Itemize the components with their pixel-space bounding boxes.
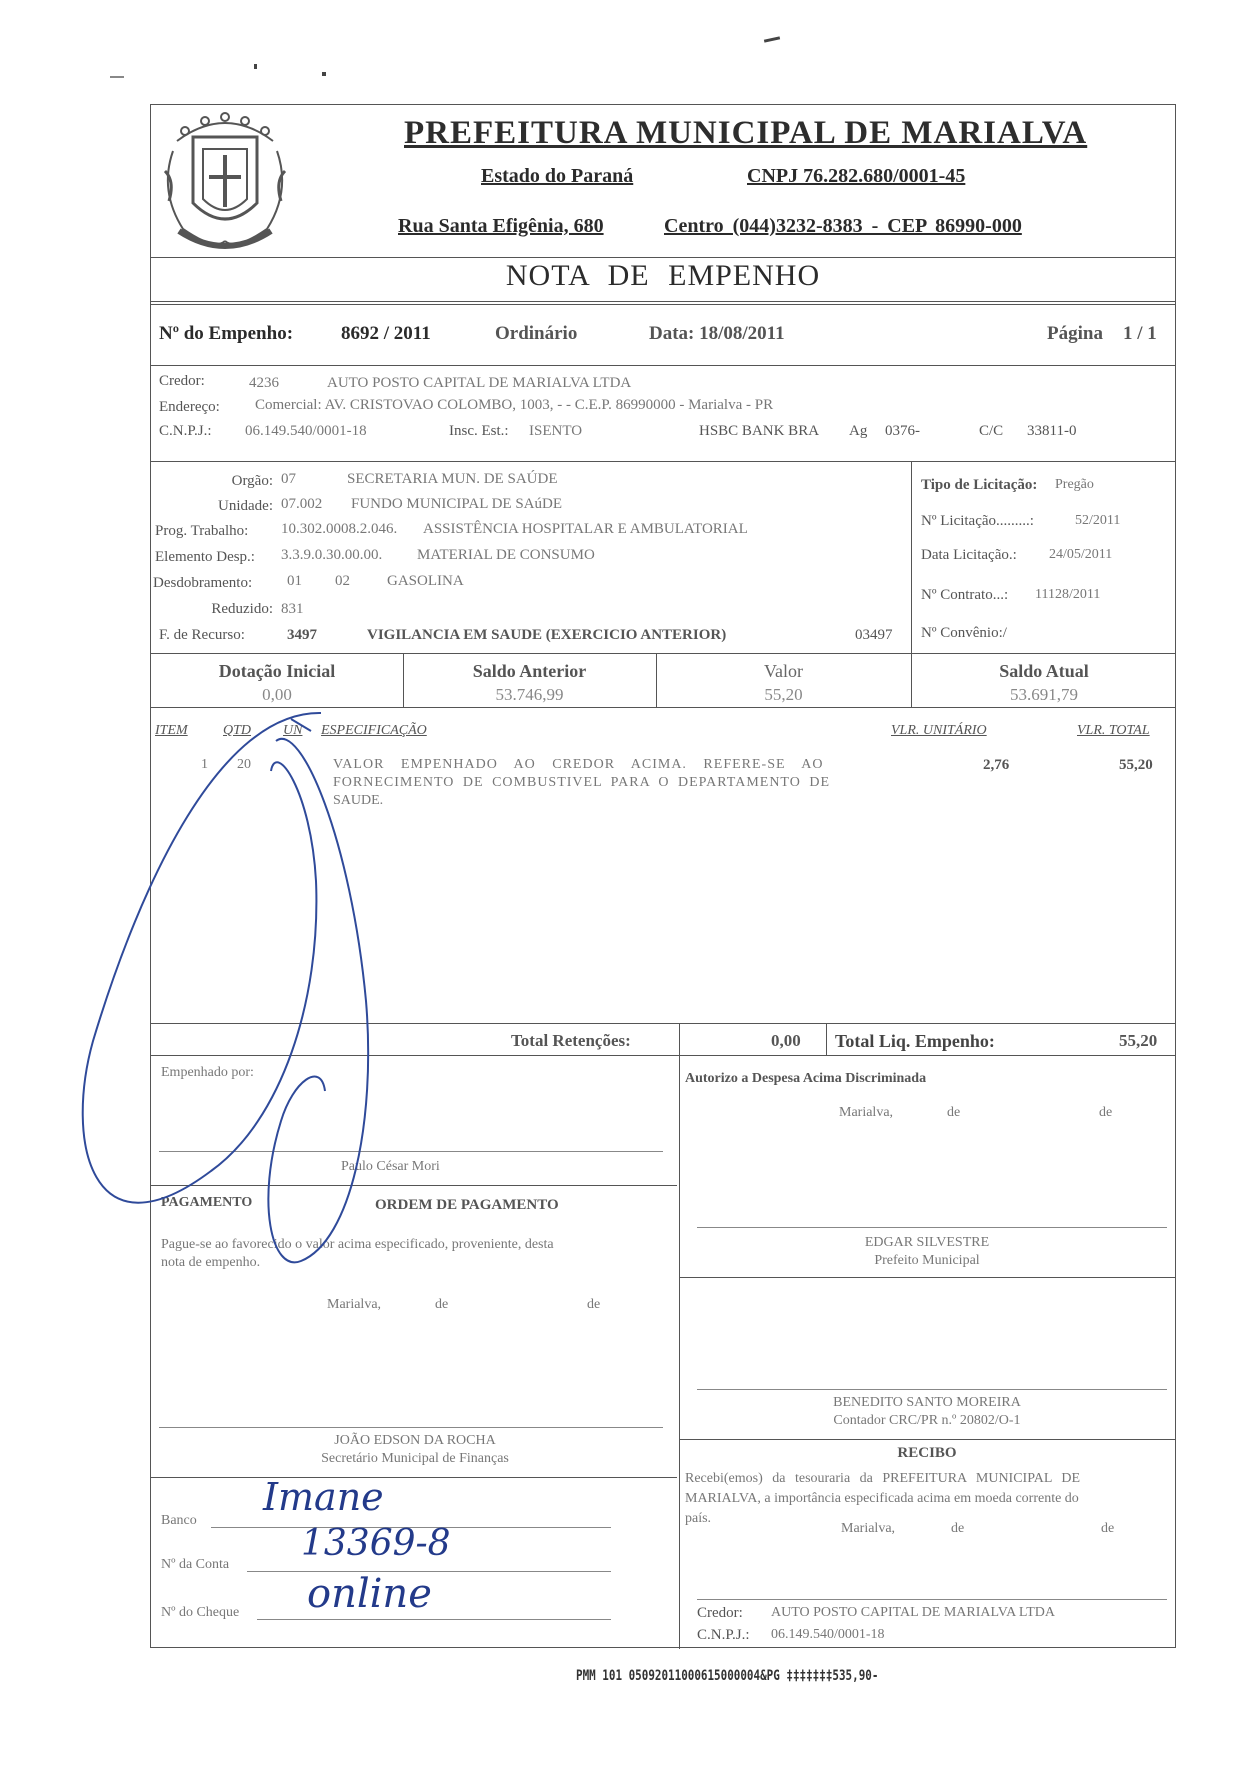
credor-address: Comercial: AV. CRISTOVAO COLOMBO, 1003, - - C.E.P. 86990000 - Marialva - PR xyxy=(255,397,774,413)
recibo-de2: de xyxy=(1101,1521,1115,1536)
convenio-label: Nº Convênio:/ xyxy=(921,625,1007,641)
recibo-place: Marialva, xyxy=(841,1521,896,1536)
unidade-label: Unidade: xyxy=(218,498,273,514)
credor-bank: HSBC BANK BRA xyxy=(699,423,820,439)
recurso-code: 3497 xyxy=(287,627,317,643)
reduzido-label: Reduzido: xyxy=(211,601,273,617)
pagamento-de2: de xyxy=(587,1297,601,1312)
col-qtd: QTD xyxy=(223,723,252,738)
total-liq-value: 55,20 xyxy=(1119,1031,1158,1050)
recibo-line3: país. xyxy=(685,1511,712,1526)
empenhado-label: Empenhado por: xyxy=(161,1065,254,1080)
dotacao-inicial-value: 0,00 xyxy=(262,685,292,704)
autorizo-de1: de xyxy=(947,1105,961,1120)
page-number: 1 / 1 xyxy=(1123,323,1157,344)
recurso-number: 03497 xyxy=(855,627,893,643)
pagamento-signer-role: Secretário Municipal de Finanças xyxy=(321,1451,509,1466)
cheque-line xyxy=(257,1619,611,1620)
prog-label: Prog. Trabalho: xyxy=(155,523,249,539)
licitacao-num-label: Nº Licitação.........: xyxy=(921,513,1034,529)
licitacao-data: 24/05/2011 xyxy=(1049,547,1113,562)
pagamento-text-line1: Pague-se ao favorecido o valor acima especificado, proveniente, desta xyxy=(161,1237,554,1252)
banco-handwritten: Imane xyxy=(263,1475,384,1519)
unidade-name: FUNDO MUNICIPAL DE SAúDE xyxy=(351,496,562,512)
municipality-cnpj: CNPJ 76.282.680/0001-45 xyxy=(747,165,966,187)
autorizo-place: Marialva, xyxy=(839,1105,894,1120)
coat-of-arms-icon xyxy=(155,111,295,257)
scan-speck xyxy=(322,72,326,76)
recibo-cnpj-label: C.N.P.J.: xyxy=(697,1627,750,1643)
empenho-date: Data: 18/08/2011 xyxy=(649,323,785,344)
nota-de-empenho-form xyxy=(150,104,1176,1648)
contrato-value: 11128/2011 xyxy=(1035,587,1101,602)
pagamento-text-line2: nota de empenho. xyxy=(161,1255,261,1270)
licitacao-tipo-label: Tipo de Licitação: xyxy=(921,477,1038,493)
desdobramento-name: GASOLINA xyxy=(387,573,464,589)
recibo-de1: de xyxy=(951,1521,965,1536)
municipality-title: PREFEITURA MUNICIPAL DE MARIALVA xyxy=(404,115,1088,151)
conta-handwritten: 13369-8 xyxy=(301,1523,451,1564)
contador-name: BENEDITO SANTO MOREIRA xyxy=(833,1395,1021,1410)
item-vlr-unitario: 2,76 xyxy=(983,757,1010,773)
scan-speck xyxy=(110,76,124,78)
credor-name: AUTO POSTO CAPITAL DE MARIALVA LTDA xyxy=(327,375,632,391)
pagamento-place: Marialva, xyxy=(327,1297,382,1312)
prefeito-name: EDGAR SILVESTRE xyxy=(864,1235,990,1250)
saldo-anterior-value: 53.746,99 xyxy=(495,685,564,704)
autorizo-label: Autorizo a Despesa Acima Discriminada xyxy=(685,1071,927,1086)
recibo-title: RECIBO xyxy=(897,1445,957,1461)
prefeito-role: Prefeito Municipal xyxy=(874,1253,980,1268)
credor-code: 4236 xyxy=(249,375,279,391)
municipality-address: Rua Santa Efigênia, 680 xyxy=(398,215,604,237)
pagamento-label: PAGAMENTO xyxy=(161,1195,253,1210)
dotacao-inicial-label: Dotação Inicial xyxy=(218,661,336,681)
orgao-code: 07 xyxy=(281,471,296,487)
item-vlr-total: 55,20 xyxy=(1119,757,1153,773)
valor-label: Valor xyxy=(764,661,803,681)
recurso-name: VIGILANCIA EM SAUDE (EXERCICIO ANTERIOR) xyxy=(367,627,727,643)
cheque-label: Nº do Cheque xyxy=(161,1605,240,1620)
agency-label: Ag xyxy=(849,423,868,439)
recurso-label: F. de Recurso: xyxy=(159,627,245,643)
empenhado-name: Paulo César Mori xyxy=(341,1159,440,1174)
total-liq-label: Total Liq. Empenho: xyxy=(835,1031,995,1051)
contador-signature-line xyxy=(697,1389,1167,1390)
valor-value: 55,20 xyxy=(764,685,803,704)
credor-label: Credor: xyxy=(159,373,205,389)
autorizo-de2: de xyxy=(1099,1105,1113,1120)
item-qtd: 20 xyxy=(237,757,251,772)
col-un: UN xyxy=(283,723,303,738)
col-vlr-unitario: VLR. UNITÁRIO xyxy=(891,723,987,738)
credor-agency: 0376- xyxy=(885,423,920,439)
recibo-signature-line xyxy=(697,1599,1167,1600)
credor-account: 33811-0 xyxy=(1027,423,1077,439)
handwritten-signature-icon xyxy=(71,701,411,1281)
col-vlr-total: VLR. TOTAL xyxy=(1077,723,1150,738)
licitacao-data-label: Data Licitação.: xyxy=(921,547,1017,563)
ordem-pagamento-label: ORDEM DE PAGAMENTO xyxy=(375,1197,559,1213)
scan-speck xyxy=(254,64,257,69)
document-title: NOTA DE EMPENHO xyxy=(505,259,821,292)
item-desc-line3: SAUDE. xyxy=(333,793,384,808)
credor-insc: ISENTO xyxy=(529,423,583,439)
municipality-contact: Centro (044)3232-8383 - CEP 86990-000 xyxy=(664,215,1022,237)
orgao-name: SECRETARIA MUN. DE SAÚDE xyxy=(347,471,558,487)
empenho-number: 8692 / 2011 xyxy=(341,323,431,344)
cnpj-label: C.N.P.J.: xyxy=(159,423,212,439)
col-item: ITEM xyxy=(155,723,188,738)
saldo-atual-label: Saldo Atual xyxy=(999,661,1089,681)
scan-speck xyxy=(764,36,780,42)
orgao-label: Orgão: xyxy=(231,473,273,489)
banco-label: Banco xyxy=(161,1513,197,1528)
address-label: Endereço: xyxy=(159,399,220,415)
recibo-line1: Recebi(emos) da tesouraria da PREFEITURA MUNICIPAL DE xyxy=(685,1471,1081,1486)
page-label: Página xyxy=(1047,323,1103,344)
insc-label: Insc. Est.: xyxy=(449,423,509,439)
unidade-code: 07.002 xyxy=(281,496,323,512)
pagamento-signature-line xyxy=(159,1427,663,1428)
pagamento-de1: de xyxy=(435,1297,449,1312)
item-desc-line1: VALOR EMPENHADO AO CREDOR ACIMA. REFERE-SE AO xyxy=(333,757,824,772)
credor-cnpj: 06.149.540/0001-18 xyxy=(245,423,367,439)
reduzido-value: 831 xyxy=(281,601,304,617)
prog-code: 10.302.0008.2.046. xyxy=(281,521,398,537)
licitacao-num: 52/2011 xyxy=(1075,513,1121,528)
elemento-code: 3.3.9.0.30.00.00. xyxy=(281,547,383,563)
desdobramento-a: 01 xyxy=(287,573,302,589)
desdobramento-label: Desdobramento: xyxy=(153,575,253,591)
contrato-label: Nº Contrato...: xyxy=(921,587,1009,603)
empenho-number-label: Nº do Empenho: xyxy=(159,323,294,344)
contador-role: Contador CRC/PR n.º 20802/O-1 xyxy=(833,1413,1021,1428)
conta-label: Nº da Conta xyxy=(161,1557,230,1572)
total-retencoes-label: Total Retenções: xyxy=(511,1031,631,1050)
empenho-type: Ordinário xyxy=(495,323,578,344)
recibo-credor: AUTO POSTO CAPITAL DE MARIALVA LTDA xyxy=(771,1605,1055,1620)
elemento-name: MATERIAL DE CONSUMO xyxy=(417,547,595,563)
elemento-label: Elemento Desp.: xyxy=(155,549,255,565)
footer-barcode-text: PMM 101 05092011000615000004&PG ‡‡‡‡‡‡‡535,90- xyxy=(576,1668,879,1684)
prefeito-signature-line xyxy=(697,1227,1167,1228)
account-label: C/C xyxy=(979,423,1004,439)
prog-name: ASSISTÊNCIA HOSPITALAR E AMBULATORIAL xyxy=(423,521,748,537)
recibo-line2: MARIALVA, a importância especificada acima em moeda corrente do xyxy=(685,1491,1079,1506)
desdobramento-b: 02 xyxy=(335,573,350,589)
col-especificacao: ESPECIFICAÇÃO xyxy=(321,723,427,738)
recibo-credor-label: Credor: xyxy=(697,1605,743,1621)
pagamento-signer: JOÃO EDSON DA ROCHA xyxy=(334,1433,496,1448)
saldo-atual-value: 53.691,79 xyxy=(1010,685,1078,704)
licitacao-tipo: Pregão xyxy=(1055,477,1094,492)
recibo-cnpj: 06.149.540/0001-18 xyxy=(771,1627,885,1642)
state-name: Estado do Paraná xyxy=(481,165,634,187)
total-retencoes-value: 0,00 xyxy=(771,1031,801,1050)
item-number: 1 xyxy=(201,757,208,772)
item-desc-line2: FORNECIMENTO DE COMBUSTIVEL PARA O DEPARTAMENTO DE xyxy=(333,775,831,790)
saldo-anterior-label: Saldo Anterior xyxy=(472,661,587,681)
cheque-handwritten: online xyxy=(307,1571,432,1617)
